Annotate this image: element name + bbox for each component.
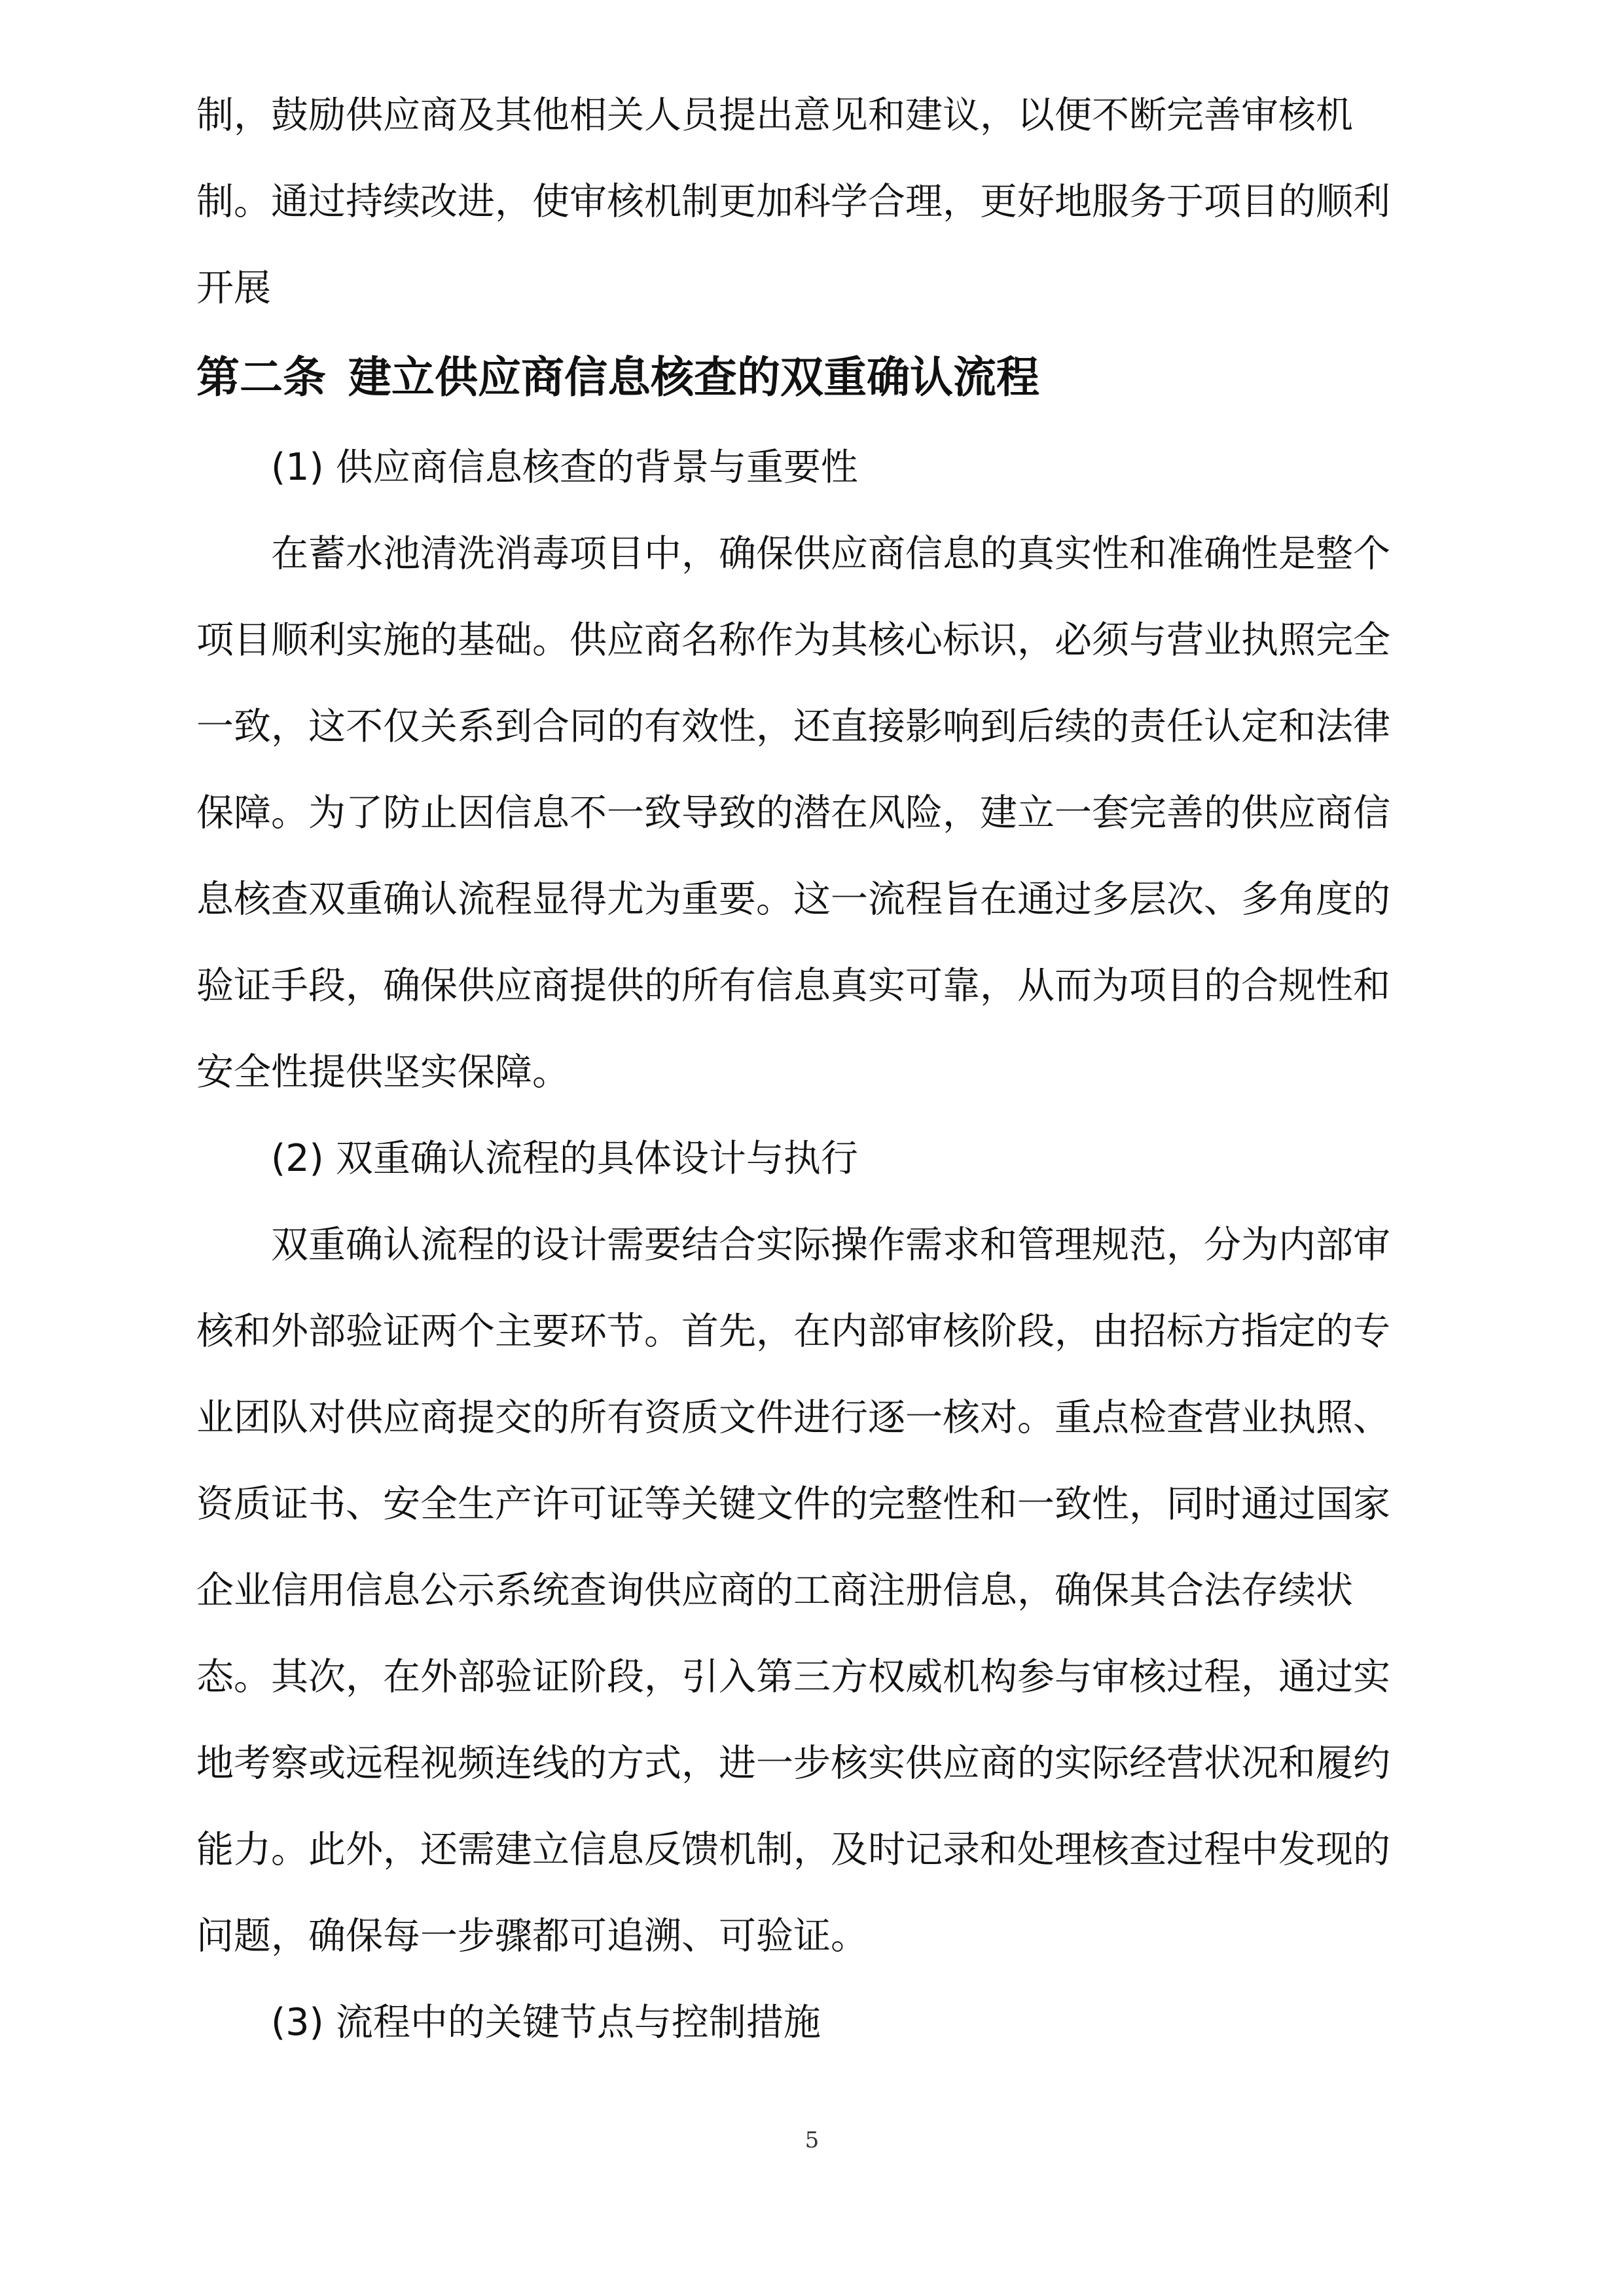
section-1-paragraph [196,511,1434,1115]
paragraph-line: 业团队对供应商提交的所有资质文件进行逐一核对。重点检查营业执照、 [196,1396,1390,1439]
paragraph-line: 开展 [196,266,271,310]
paragraph-line: 保障。为了防止因信息不一致导致的潜在风险，建立一套完善的供应商信 [196,791,1390,834]
paragraph-line: 安全性提供坚实保障。 [196,1050,569,1094]
page-number: 5 [804,2127,820,2153]
paragraph-line: 制。通过持续改进，使审核机制更加科学合理，更好地服务于项目的顺利 [196,180,1390,223]
article-heading [196,331,1434,424]
section-heading-2: (2) 双重确认流程的具体设计与执行 [271,1137,858,1180]
paragraph-line: 一致，这不仅关系到合同的有效性，还直接影响到后续的责任认定和法律 [196,705,1390,748]
paragraph-line: 地考察或远程视频连线的方式，进一步核实供应商的实际经营状况和履约 [196,1742,1390,1785]
section-heading-3: (3) 流程中的关键节点与控制措施 [271,2001,821,2044]
paragraph-line: 问题，确保每一步骤都可追溯、可验证。 [196,1914,868,1958]
paragraph-line: 制，鼓励供应商及其他相关人员提出意见和建议，以便不断完善审核机 [196,94,1353,137]
paragraph-line: 企业信用信息公示系统查询供应商的工商注册信息，确保其合法存续状 [196,1569,1353,1612]
paragraph-line: 态。其次，在外部验证阶段，引入第三方权威机构参与审核过程，通过实 [196,1655,1390,1698]
article-number: 第二条 [196,352,326,403]
paragraph-line: 项目顺利实施的基础。供应商名称作为其核心标识，必须与营业执照完全 [196,619,1390,662]
continuation-paragraph [196,72,1434,331]
section-heading-1: (1) 供应商信息核查的背景与重要性 [271,446,858,489]
document-page [196,72,1434,2066]
paragraph-line: 在蓄水池清洗消毒项目中，确保供应商信息的真实性和准确性是整个 [271,532,1390,575]
paragraph-line: 核和外部验证两个主要环节。首先，在内部审核阶段，由招标方指定的专 [196,1310,1390,1353]
article-title: 建立供应商信息核查的双重确认流程 [348,352,1039,403]
paragraph-line: 验证手段，确保供应商提供的所有信息真实可靠，从而为项目的合规性和 [196,964,1390,1007]
paragraph-line: 资质证书、安全生产许可证等关键文件的完整性和一致性，同时通过国家 [196,1482,1390,1526]
paragraph-line: 双重确认流程的设计需要结合实际操作需求和管理规范，分为内部审 [271,1223,1390,1266]
paragraph-line: 息核查双重确认流程显得尤为重要。这一流程旨在通过多层次、多角度的 [196,878,1390,921]
section-2-paragraph [196,1202,1434,1979]
paragraph-line: 能力。此外，还需建立信息反馈机制，及时记录和处理核查过程中发现的 [196,1828,1390,1871]
